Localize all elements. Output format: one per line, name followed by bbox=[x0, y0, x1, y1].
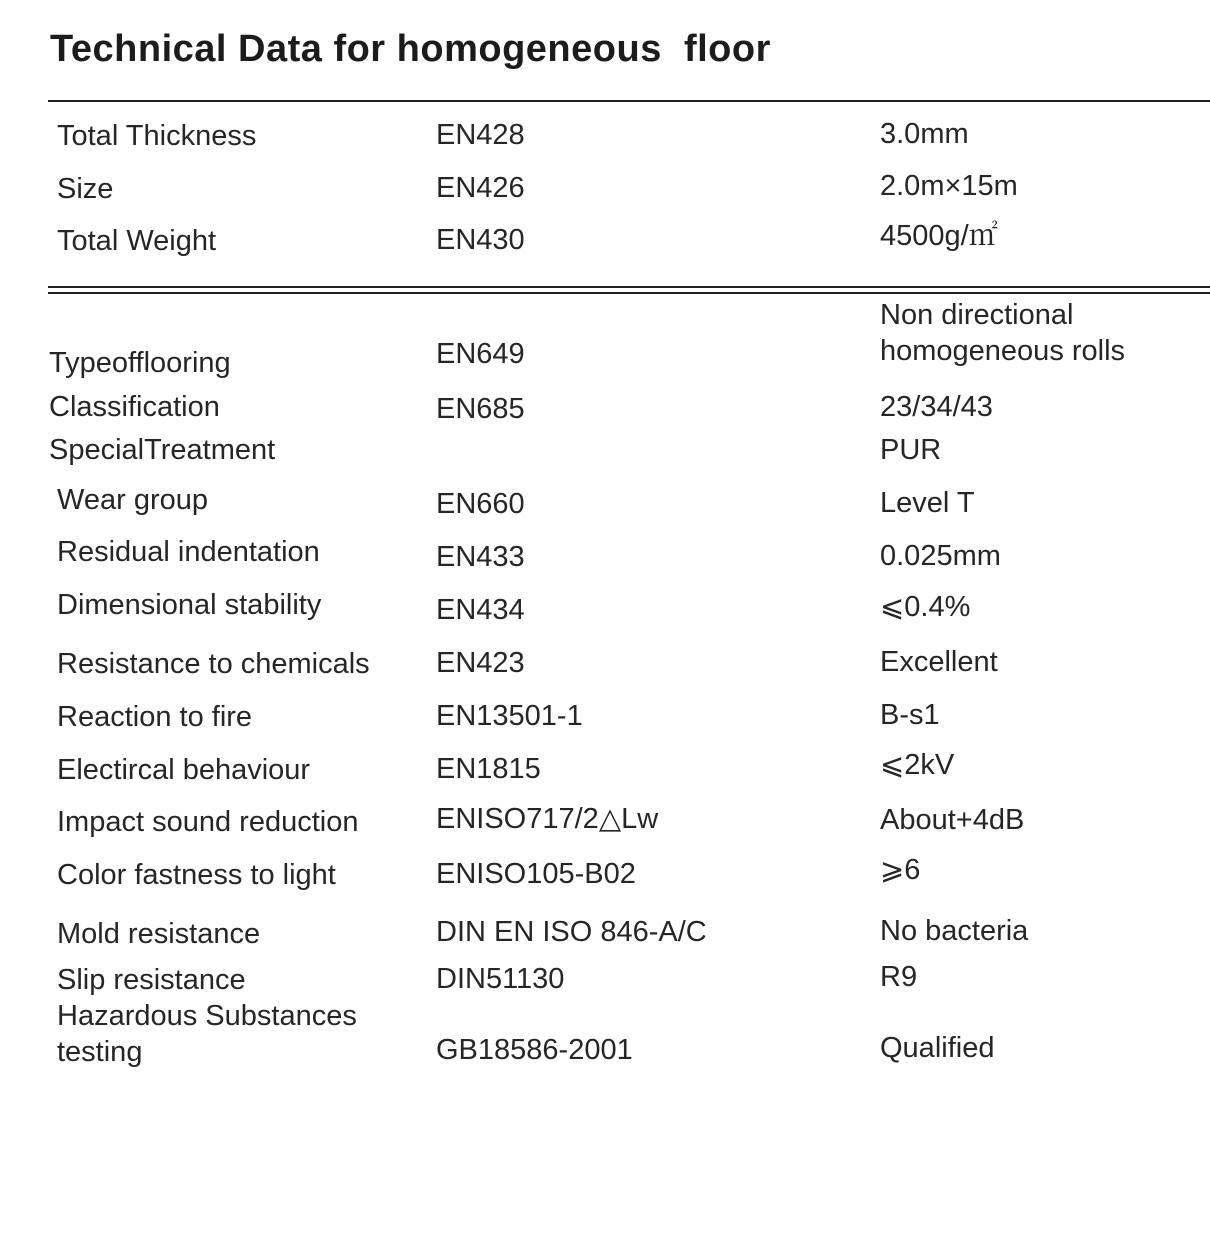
row-label-dimensional-stability: Dimensional stability bbox=[57, 589, 322, 621]
row-value-reaction-to-fire: B-s1 bbox=[880, 699, 940, 731]
row-label-resistance-to-chemicals: Resistance to chemicals bbox=[57, 648, 370, 680]
row-label-wear-group: Wear group bbox=[57, 484, 208, 516]
section-divider-upper bbox=[48, 286, 1210, 288]
row-standard-size: EN426 bbox=[436, 172, 525, 204]
row-standard-color-fastness: ENISO105-B02 bbox=[436, 858, 636, 890]
row-label-impact-sound-reduction: Impact sound reduction bbox=[57, 806, 359, 838]
row-standard-resistance-to-chemicals: EN423 bbox=[436, 647, 525, 679]
row-label-slip-resistance: Slip resistance bbox=[57, 964, 246, 996]
row-standard-slip-resistance: DIN51130 bbox=[436, 963, 565, 995]
row-label-size: Size bbox=[57, 173, 114, 205]
row-label-total-thickness: Total Thickness bbox=[57, 120, 257, 152]
row-standard-hazardous-substances: GB18586-2001 bbox=[436, 1034, 633, 1066]
row-value-dimensional-stability: ⩽0.4% bbox=[880, 591, 971, 623]
row-standard-electrical-behaviour: EN1815 bbox=[436, 753, 541, 785]
row-value-total-thickness: 3.0mm bbox=[880, 118, 969, 150]
section-divider-lower bbox=[48, 292, 1210, 294]
row-value-residual-indentation: 0.025mm bbox=[880, 540, 1001, 572]
row-standard-wear-group: EN660 bbox=[436, 488, 525, 520]
row-standard-residual-indentation: EN433 bbox=[436, 541, 525, 573]
row-value-mold-resistance: No bacteria bbox=[880, 915, 1029, 947]
row-label-mold-resistance: Mold resistance bbox=[57, 918, 261, 950]
row-standard-total-weight: EN430 bbox=[436, 224, 525, 256]
row-value-total-weight: 4500g/㎡ bbox=[880, 220, 998, 252]
row-value-color-fastness: ⩾6 bbox=[880, 854, 921, 886]
row-label-hazardous-substances: Hazardous Substances testing bbox=[57, 1000, 357, 1068]
row-standard-dimensional-stability: EN434 bbox=[436, 594, 525, 626]
row-label-electrical-behaviour: Electircal behaviour bbox=[57, 754, 311, 786]
row-standard-impact-sound-reduction: ENISO717/2△Lw bbox=[436, 803, 659, 835]
row-label-total-weight: Total Weight bbox=[57, 225, 217, 257]
row-standard-type-of-flooring: EN649 bbox=[436, 338, 525, 370]
row-label-color-fastness: Color fastness to light bbox=[57, 859, 336, 891]
row-standard-total-thickness: EN428 bbox=[436, 119, 525, 151]
top-rule bbox=[48, 100, 1210, 102]
row-standard-reaction-to-fire: EN13501-1 bbox=[436, 700, 583, 732]
row-value-hazardous-substances: Qualified bbox=[880, 1032, 995, 1064]
row-standard-classification: EN685 bbox=[436, 393, 525, 425]
row-value-special-treatment: PUR bbox=[880, 434, 942, 466]
row-value-classification: 23/34/43 bbox=[880, 391, 993, 423]
row-label-special-treatment: SpecialTreatment bbox=[49, 434, 276, 466]
row-standard-mold-resistance: DIN EN ISO 846-A/C bbox=[436, 916, 707, 948]
row-value-wear-group: Level T bbox=[880, 487, 975, 519]
row-label-type-of-flooring: Typeofflooring bbox=[49, 347, 231, 379]
row-value-resistance-to-chemicals: Excellent bbox=[880, 646, 998, 678]
row-value-slip-resistance: R9 bbox=[880, 961, 918, 993]
row-value-type-of-flooring: Non directional homogeneous rolls bbox=[880, 299, 1126, 367]
row-value-electrical-behaviour: ⩽2kV bbox=[880, 749, 955, 781]
row-label-reaction-to-fire: Reaction to fire bbox=[57, 701, 253, 733]
page-title: Technical Data for homogeneous floor bbox=[50, 28, 771, 70]
row-value-size: 2.0m×15m bbox=[880, 170, 1018, 202]
row-label-residual-indentation: Residual indentation bbox=[57, 536, 320, 568]
row-label-classification: Classification bbox=[49, 391, 220, 423]
row-value-impact-sound-reduction: About+4dB bbox=[880, 804, 1025, 836]
